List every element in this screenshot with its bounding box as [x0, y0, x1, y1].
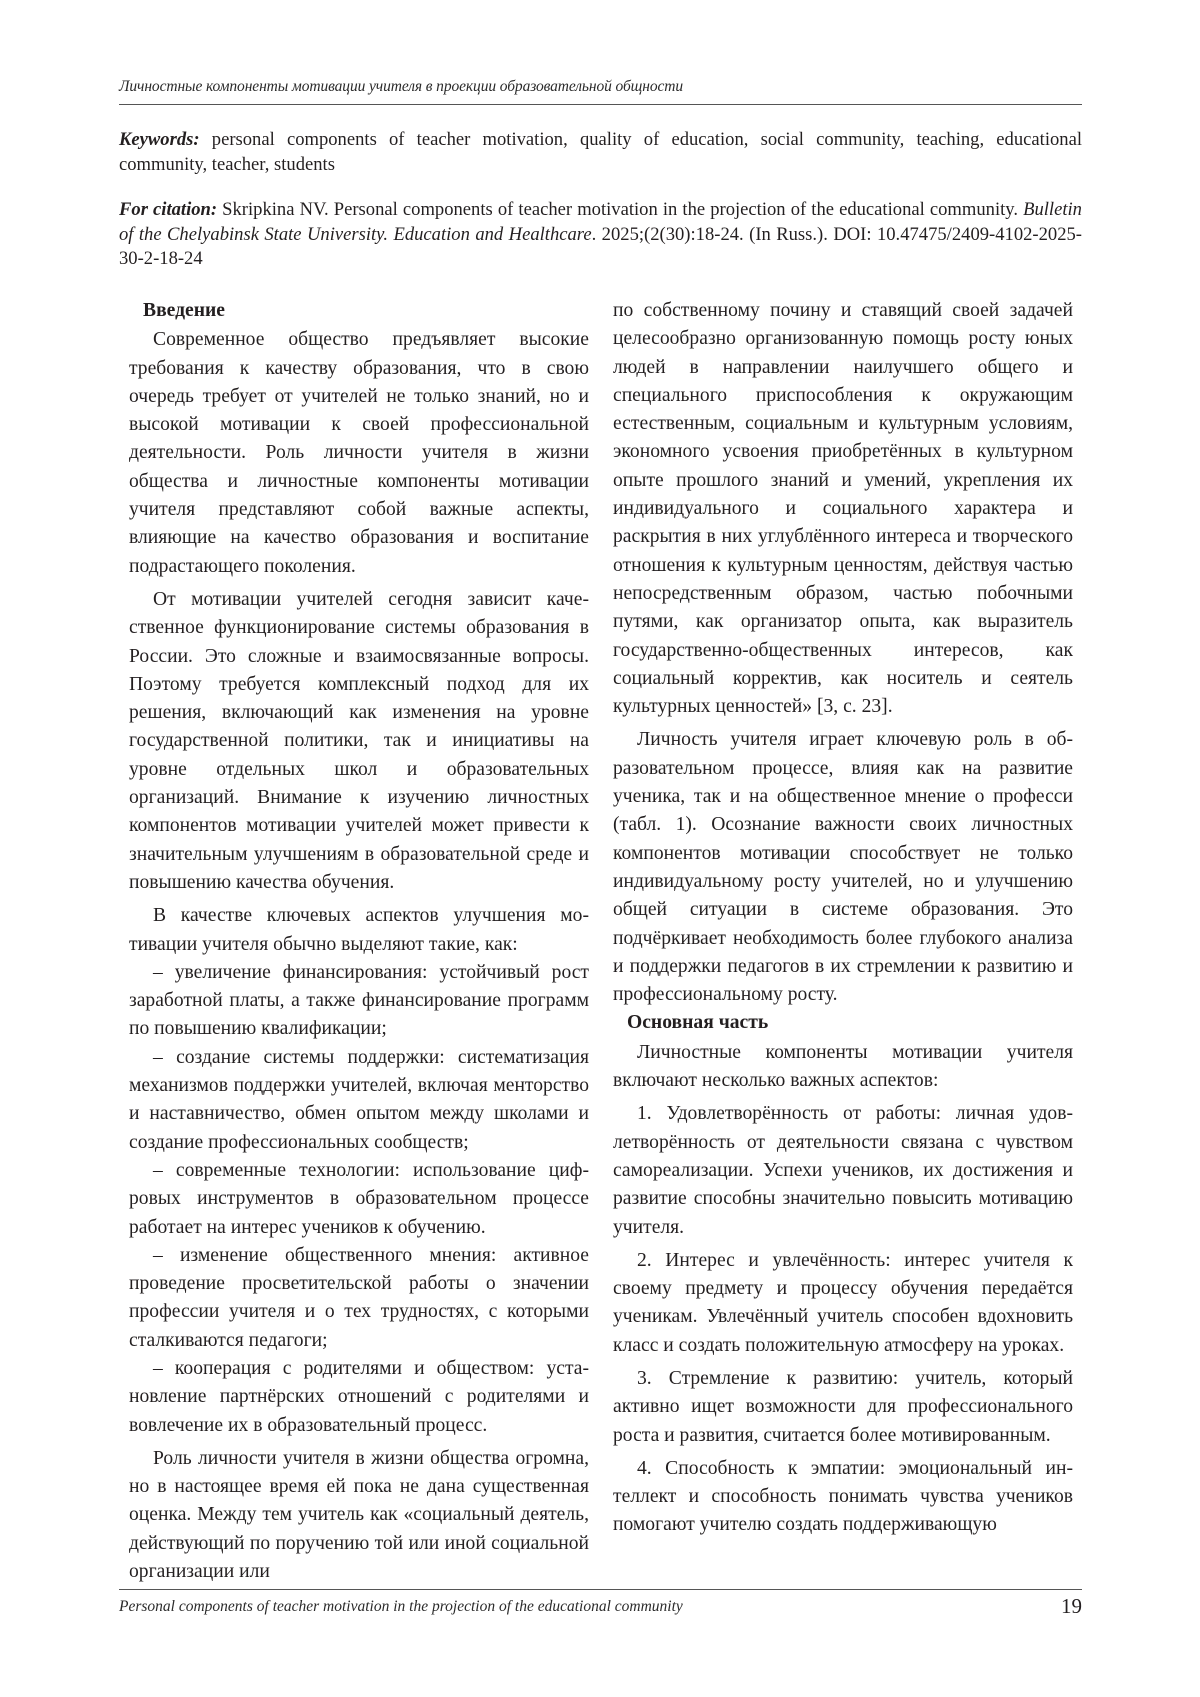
paragraph: Личность учителя играет ключевую роль в образовательном процессе, влияя как на развитие ученика, так и на общественное мнение о професси (табл. 1). Осознание важности своих личностных компонентов мотивации способствует не только индивидуальному росту учителей, но и улучшению общей ситуации в системе образования. Это подчёркивает необходимость более глубокого анализа и поддержки педагогов в их стремлении к развитию и профессиональному росту. [613, 729, 1073, 1006]
citation-block [119, 198, 1082, 272]
running-footer: Personal components of teacher motivation in the projection of the educational community [119, 1598, 683, 1615]
running-header: Личностные компоненты мотивации учителя в проекции образовательной общности [119, 78, 684, 95]
paragraph: В качестве ключевых аспектов улучшения мотивации учителя обычно выделяют такие, как: [129, 905, 589, 955]
keywords-text: personal components of teacher motivation, quality of education, social community, teaching, educational community, teacher, students [119, 129, 1082, 175]
citation-details: . 2025;(2(30):18-24. (In Russ.). DOI: 10.47475/2409-4102-2025-30-2-18-24 [119, 223, 1082, 269]
list-item: 2. Интерес и увлечённость: интерес учителя к своему предмету и процессу обучения передаётся ученикам. Увлечённый учитель способен вдохновить класс и создать положительную атмосферу на уроках. [613, 1249, 1073, 1356]
paragraph: Личностные компоненты мотивации учителя включают несколько важных аспектов: [613, 1041, 1073, 1092]
list-item: 4. Способность к эмпатии: эмоциональный интеллект и способность понимать чувства учеников помогают учителю создать поддерживающую [613, 1457, 1073, 1536]
citation-journal: Bulletin of the Chelyabinsk State University. Education and Healthcare [119, 199, 1082, 245]
section-heading-main-part: Основная часть [627, 1012, 769, 1034]
citation-text: Skripkina NV. Personal components of teacher motivation in the projection of the educational community. [217, 199, 1024, 220]
quote-continuation: по собственному почину и ставящий своей задачей целесообразно организованную помощь росту юных людей в направлении наилучшего общего и специального приспособления к окружающим естественным, социальным и культурным условиям, экономного усвоения приобретённых в культурном опыте прошлого знаний и умений, укрепления их индивидуального и социального характера и раскрытия в них углублённого интереса и творческого отношения к культурным ценностям, действуя частью непосредственным образом, частью побочными путями, как организатор опыта, как выразитель государственно-общественных интересов, как социальный корректив, как носитель и сеятель культурных ценностей» [3, с. 23]. [613, 300, 1073, 718]
list-item: 3. Стремление к развитию: учитель, который активно ищет возможности для профессионального роста и развития, считается более мотивированным. [613, 1367, 1073, 1446]
paragraph: Современное общество предъявляет высокие требования к качеству образования, что в свою очередь требует от учителей не только знаний, но и высокой мотивации к своей профессиональной деятельности. Роль личности учителя в жизни общества и личностные компоненты мотивации учителя представляют собой важные аспекты, влияющие на качество образования и воспитание подрастающего поколения. [129, 329, 589, 577]
list-item: 1. Удовлетворённость от работы: личная удовлетворённость от деятельности связана с чувством самореализации. Успехи учеников, их достижения и развитие способны значительно повысить мотивацию учителя. [613, 1103, 1073, 1238]
paragraph: От мотивации учителей сегодня зависит качественное функционирование системы образования в России. Это сложные и взаимосвязанные вопросы. Поэтому требуется комплексный подход для их решения, включающий как изменения на уровне государственной политики, так и инициативы на уровне отдельных школ и образовательных организаций. Внимание к изучению личностных компонентов мотивации учителей может привести к значительным улучшениям в образовательной среде и повышению качества обучения. [129, 588, 589, 893]
page-number: 19 [1061, 1594, 1082, 1618]
left-column [129, 297, 589, 1586]
section-heading-introduction: Введение [143, 300, 225, 321]
paragraph: Роль личности учителя в жизни общества огромна, но в настоящее время ей пока не дана существенная оценка. Между тем учитель как «социальный деятель, действующий по поручению той или иной социальной организации или [129, 1447, 589, 1583]
list-item: – кооперация с родителями и обществом: установление партнёрских отношений с родителями и вовлечение их в образовательный процесс. [129, 1357, 589, 1436]
footer-divider [119, 1589, 1082, 1590]
list-item: – создание системы поддержки: систематизация механизмов поддержки учителей, включая менторство и наставничество, обмен опытом между школами и создание профессиональных сообществ; [129, 1046, 589, 1153]
keywords-block [119, 128, 1082, 177]
right-column [613, 297, 1073, 1540]
citation-label: For citation: [119, 199, 218, 220]
list-item: – изменение общественного мнения: активное проведение просветительской работы о значении профессии учителя и о тех трудностях, с которыми сталкиваются педагоги; [129, 1244, 589, 1351]
header-divider [119, 104, 1082, 105]
keywords-label: Keywords: [119, 129, 200, 150]
list-item: – современные технологии: использование цифровых инструментов в образовательном процессе работает на интерес учеников к обучению. [129, 1159, 589, 1238]
list-item: – увеличение финансирования: устойчивый рост заработной платы, а также финансирование программ по повышению квалификации; [129, 961, 589, 1040]
